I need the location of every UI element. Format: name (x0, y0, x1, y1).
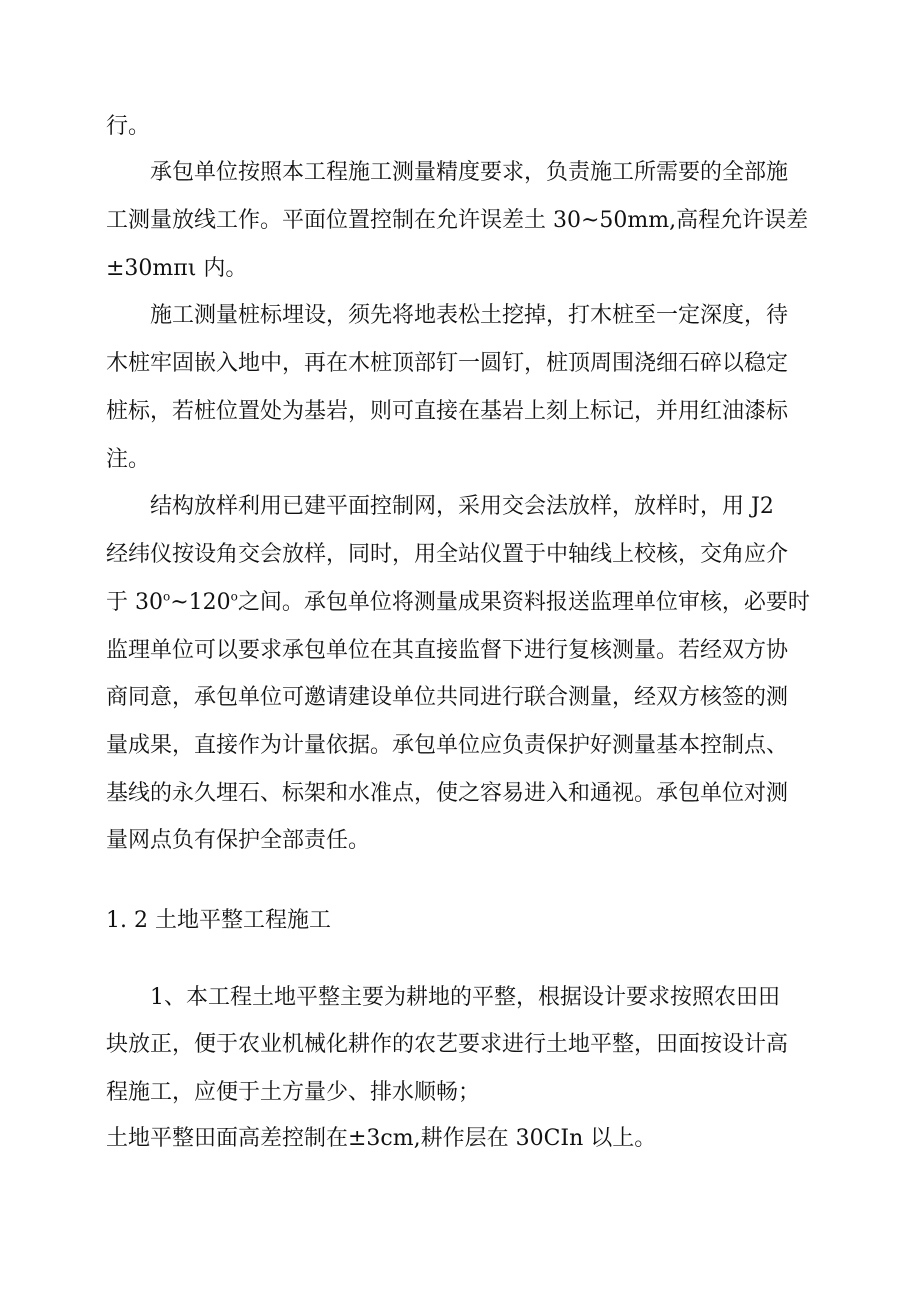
paragraph-line: 监理单位可以要求承包单位在其直接监督下进行复核测量。若经双方协 (106, 638, 789, 663)
paragraph-line: 承包单位按照本工程施工测量精度要求，负责施工所需要的全部施 (150, 160, 789, 185)
paragraph-line (106, 588, 810, 618)
paragraph-line: 经纬仪按设角交会放样，同时，用全站仪置于中轴线上校核，交角应介 (106, 542, 789, 567)
paragraph-line: 木桩牢固嵌入地中，再在木桩顶部钉一圆钉，桩顶周围浇细石碎以稳定 (106, 351, 789, 376)
paragraph-line: 行。 (106, 114, 151, 139)
paragraph-line: 施工测量桩标埋设，须先将地表松土挖掉，打木桩至一定深度，待 (150, 303, 789, 328)
paragraph-line: 商同意，承包单位可邀请建设单位共同进行联合测量，经双方核签的测 (106, 685, 789, 710)
paragraph-line: ±30mπι 内。 (106, 256, 248, 281)
text-run: 于 30 (106, 590, 163, 615)
paragraph-line: 量成果，直接作为计量依据。承包单位应负责保护好测量基本控制点、 (106, 733, 789, 758)
degree-mark: o (230, 589, 238, 604)
paragraph-line: 基线的永久埋石、标架和水准点，使之容易进入和通视。承包单位对测 (106, 781, 789, 806)
paragraph-line: 结构放样利用已建平面控制网，采用交会法放样，放样时，用 J2 (150, 494, 774, 519)
paragraph-line: 注。 (106, 447, 151, 472)
paragraph-line: 工测量放线工作。平面位置控制在允许误差土 30~50mm,高程允许误差 (106, 208, 809, 233)
paragraph-line: 桩标，若桩位置处为基岩，则可直接在基岩上刻上标记，并用红油漆标 (106, 399, 789, 424)
text-run: ~120 (170, 590, 231, 615)
degree-mark: o (163, 589, 171, 604)
section-heading: 1. 2 土地平整工程施工 (106, 908, 331, 933)
paragraph-line: 块放正，便于农业机械化耕作的农艺要求进行土地平整，田面按设计高 (106, 1032, 789, 1057)
paragraph-line: 量网点负有保护全部责任。 (106, 828, 371, 853)
paragraph-line: 土地平整田面高差控制在±3cm,耕作层在 30CIn 以上。 (106, 1126, 657, 1151)
paragraph-line: 1、本工程土地平整主要为耕地的平整，根据设计要求按照农田田 (150, 985, 780, 1010)
text-run: 之间。承包单位将测量成果资料报送监理单位审核，必要时 (237, 590, 810, 615)
paragraph-line: 程施工，应便于土方量少、排水顺畅； (106, 1080, 481, 1105)
